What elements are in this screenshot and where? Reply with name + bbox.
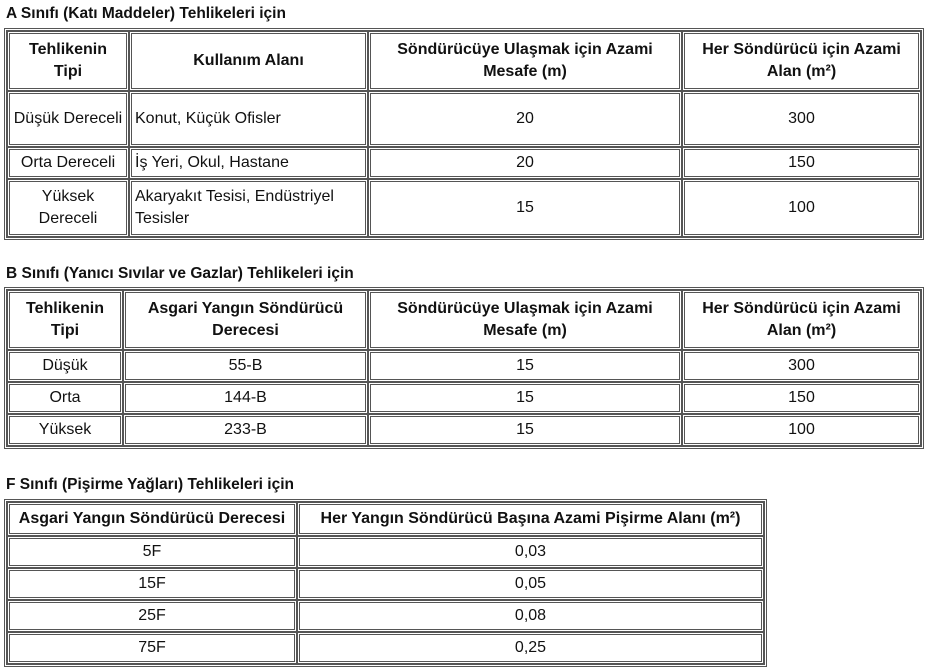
- table-row: [7, 600, 764, 632]
- cell-hazard-type: Yüksek: [7, 414, 123, 446]
- cell-max-distance: 20: [368, 91, 682, 147]
- cell-max-area: 150: [682, 382, 921, 414]
- table-header-row: [7, 31, 921, 91]
- section-b-table: [4, 287, 924, 449]
- table-row: [7, 382, 921, 414]
- table-row: [7, 147, 921, 179]
- cell-max-cooking-area: 0,25: [297, 632, 764, 664]
- cell-min-rating: 5F: [7, 536, 297, 568]
- cell-min-rating: 233-B: [123, 414, 368, 446]
- header-max-distance: Söndürücüye Ulaşmak için Azami Mesafe (m): [368, 290, 682, 350]
- cell-min-rating: 15F: [7, 568, 297, 600]
- cell-min-rating: 55-B: [123, 350, 368, 382]
- cell-usage-area: İş Yeri, Okul, Hastane: [129, 147, 368, 179]
- table-header-row: [7, 502, 764, 536]
- header-max-area: Her Söndürücü için Azami Alan (m²): [682, 290, 921, 350]
- section-f-table: [4, 499, 767, 667]
- header-min-rating: Asgari Yangın Söndürücü Derecesi: [123, 290, 368, 350]
- header-hazard-type: Tehlikenin Tipi: [7, 31, 129, 91]
- cell-hazard-type: Orta Dereceli: [7, 147, 129, 179]
- header-max-area: Her Söndürücü için Azami Alan (m²): [682, 31, 921, 91]
- table-row: [7, 179, 921, 237]
- cell-min-rating: 144-B: [123, 382, 368, 414]
- section-b-title: B Sınıfı (Yanıcı Sıvılar ve Gazlar) Tehlikeleri için: [6, 265, 354, 282]
- table-row: [7, 91, 921, 147]
- cell-hazard-type: Orta: [7, 382, 123, 414]
- table-row: [7, 536, 764, 568]
- cell-max-area: 100: [682, 179, 921, 237]
- section-f-title: F Sınıfı (Pişirme Yağları) Tehlikeleri için: [6, 476, 294, 493]
- cell-usage-area: Akaryakıt Tesisi, Endüstriyel Tesisler: [129, 179, 368, 237]
- cell-max-distance: 15: [368, 350, 682, 382]
- cell-hazard-type: Yüksek Dereceli: [7, 179, 129, 237]
- cell-max-distance: 15: [368, 382, 682, 414]
- header-hazard-type: Tehlikenin Tipi: [7, 290, 123, 350]
- cell-hazard-type: Düşük Dereceli: [7, 91, 129, 147]
- table-row: [7, 414, 921, 446]
- table-row: [7, 568, 764, 600]
- table-header-row: [7, 290, 921, 350]
- cell-max-cooking-area: 0,03: [297, 536, 764, 568]
- header-min-rating: Asgari Yangın Söndürücü Derecesi: [7, 502, 297, 536]
- section-a-table: [4, 28, 924, 240]
- cell-max-area: 100: [682, 414, 921, 446]
- cell-max-cooking-area: 0,05: [297, 568, 764, 600]
- cell-max-area: 300: [682, 350, 921, 382]
- header-usage-area: Kullanım Alanı: [129, 31, 368, 91]
- table-row: [7, 632, 764, 664]
- cell-max-area: 150: [682, 147, 921, 179]
- cell-usage-area: Konut, Küçük Ofisler: [129, 91, 368, 147]
- cell-max-distance: 15: [368, 179, 682, 237]
- header-max-cooking-area: Her Yangın Söndürücü Başına Azami Pişirme Alanı (m²): [297, 502, 764, 536]
- header-max-distance: Söndürücüye Ulaşmak için Azami Mesafe (m): [368, 31, 682, 91]
- cell-hazard-type: Düşük: [7, 350, 123, 382]
- cell-max-area: 300: [682, 91, 921, 147]
- cell-min-rating: 75F: [7, 632, 297, 664]
- cell-max-distance: 15: [368, 414, 682, 446]
- section-a-title: A Sınıfı (Katı Maddeler) Tehlikeleri için: [6, 5, 286, 22]
- table-row: [7, 350, 921, 382]
- cell-max-cooking-area: 0,08: [297, 600, 764, 632]
- cell-min-rating: 25F: [7, 600, 297, 632]
- cell-max-distance: 20: [368, 147, 682, 179]
